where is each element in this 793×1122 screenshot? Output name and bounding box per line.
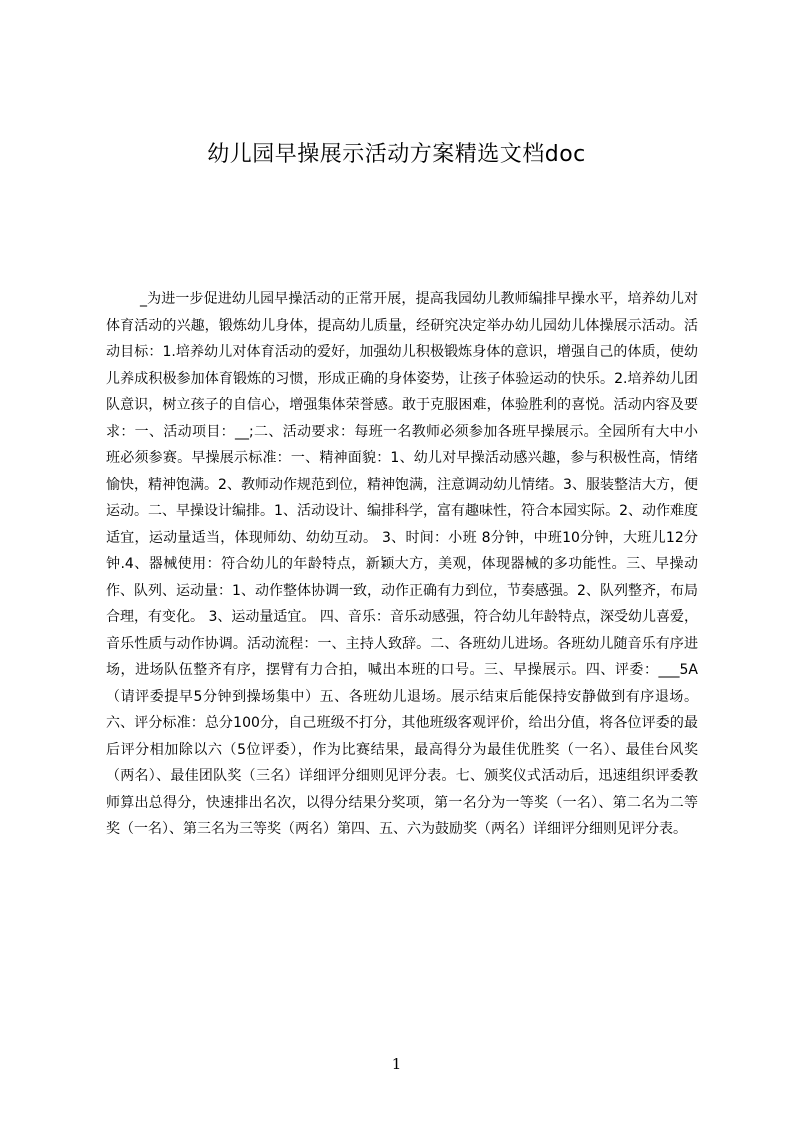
document-body xyxy=(106,286,698,932)
body-paragraph: _为进一步促进幼儿园早操活动的正常开展，提高我园幼儿教师编排早操水平，培养幼儿对体育活动的兴趣，锻炼幼儿身体，提高幼儿质量，经研究决定举办幼儿园幼儿体操展示活动。活动目标：1.培养幼儿对体育活动的爱好，加强幼儿积极锻炼身体的意识，增强自己的体质，使幼儿养成积极参加体育锻炼的习惯，形成正确的身体姿势，让孩子体验运动的快乐。2.培养幼儿团队意识，树立孩子的自信心，增强集体荣誉感。敢于克服困难，体验胜利的喜悦。活动内容及要求：一、活动项目：__;二、活动要求：每班一名教师必须参加各班早操展示。全园所有大中小班必须参赛。早操展示标准：一、精神面貌：1、幼儿对早操活动感兴趣，参与积极性高，情绪愉快，精神饱满。2、教师动作规范到位，精神饱满，注意调动幼儿情绪。3、服装整洁大方，便运动。二、早操设计编排。1、活动设计、编排科学，富有趣味性，符合本园实际。2、动作难度适宜，运动量适当，体现师幼、幼幼互动。 3、时间：小班 8分钟，中班10分钟，大班儿12分钟.4、器械使用：符合幼儿的年龄特点，新颖大方，美观，体现器械的多功能性。三、早操动作、队列、运动量：1、动作整体协调一致，动作正确有力到位，节奏感强。2、队列整齐，布局合理，有变化。 3、运动量适宜。 四、音乐：音乐动感强，符合幼儿年龄特点，深受幼儿喜爱，音乐性质与动作协调。活动流程：一、主持人致辞。二、各班幼儿进场。各班幼儿随音乐有序进场，进场队伍整齐有序，摆臂有力合拍，喊出本班的口号。三、早操展示。四、评委：___5A（请评委提早5分钟到操场集中）五、各班幼儿退场。展示结束后能保持安静做到有序退场。六、评分标准：总分100分，自己班级不打分，其他班级客观评价，给出分值，将各位评委的最后评分相加除以六（5位评委），作为比赛结果，最高得分为最佳优胜奖（一名）、最佳台风奖（两名）、最佳团队奖（三名）详细评分细则见评分表。七、颁奖仪式活动后，迅速组织评委教师算出总得分，快速排出名次，以得分结果分奖项，第一名分为一等奖（一名）、第二名为二等奖（一名）、第三名为三等奖（两名）第四、五、六为鼓励奖（两名）详细评分细则见评分表。 xyxy=(106,291,698,837)
page-number: 1 xyxy=(391,1055,402,1073)
document-title: 幼儿园早操展示活动方案精选文档doc xyxy=(207,142,586,167)
